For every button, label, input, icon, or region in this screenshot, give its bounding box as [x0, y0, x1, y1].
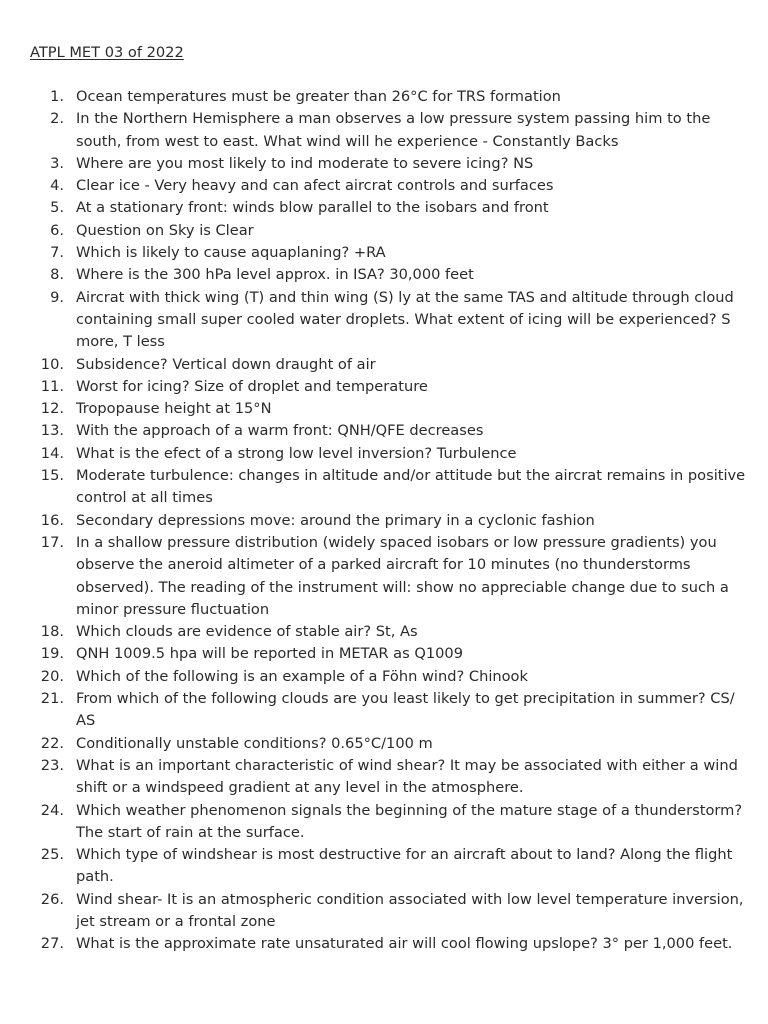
- item-text: Ocean temperatures must be greater than 26°C for TRS formation: [76, 88, 561, 105]
- item-number: 27.: [40, 935, 64, 953]
- item-text: Clear ice - Very heavy and can afect aircrat controls and surfaces: [76, 177, 554, 195]
- list-item: [0, 398, 768, 420]
- list-item: [0, 420, 768, 442]
- item-number: 22.: [40, 734, 64, 752]
- item-number: 13.: [40, 422, 64, 440]
- list-item: [0, 242, 768, 264]
- item-text: Which of the following is an example of a Föhn wind? Chinook: [76, 667, 528, 685]
- list-item: [0, 733, 768, 755]
- item-text: Secondary depressions move: around the primary in a cyclonic fashion: [76, 511, 595, 529]
- item-number: 11.: [40, 377, 64, 395]
- item-text: Which weather phenomenon signals the beginning of the mature stage of a thunderstorm? The start of rain at the surface.: [76, 801, 743, 841]
- list-item: [0, 86, 768, 108]
- item-text: What is an important characteristic of wind shear? It may be associated with either a wind shift or a windspeed gradient at any level in the atmosphere.: [76, 756, 738, 797]
- list-item: [0, 220, 768, 242]
- list-item: [0, 688, 768, 733]
- list-item: [0, 666, 768, 688]
- list-item: [0, 153, 768, 175]
- item-number: 6.: [50, 221, 64, 239]
- item-number: 18.: [40, 623, 64, 641]
- item-number: 7.: [50, 244, 64, 262]
- list-item: [0, 755, 768, 800]
- item-number: 4.: [50, 177, 64, 195]
- item-number: 25.: [40, 846, 64, 864]
- item-text: At a stationary front: winds blow parallel to the isobars and front: [76, 199, 549, 217]
- list-item: [0, 197, 768, 219]
- item-number: 20.: [40, 667, 64, 685]
- item-number: 9.: [50, 288, 64, 306]
- list-item: [0, 376, 768, 398]
- list-item: [0, 354, 768, 376]
- list-item: [0, 532, 768, 621]
- list-item: [0, 933, 768, 955]
- item-text: Which type of windshear is most destructive for an aircraft about to land? Along the flight path.: [76, 846, 733, 886]
- item-text: Aircrat with thick wing (T) and thin wing (S) ly at the same TAS and altitude through cloud containing small super cooled water droplets. What extent of icing will be experienced? S more, T less: [76, 288, 734, 351]
- item-text: From which of the following clouds are you least likely to get precipitation in summer? CS/ AS: [76, 690, 735, 730]
- list-item: [0, 643, 768, 665]
- list-item: [0, 108, 768, 153]
- item-number: 10.: [40, 355, 64, 373]
- list-item: [0, 443, 768, 465]
- document-title: ATPL MET 03 of 2022: [30, 44, 184, 61]
- item-text: Worst for icing? Size of droplet and temperature: [76, 377, 428, 395]
- item-number: 16.: [40, 511, 64, 529]
- list-item: [0, 465, 768, 510]
- item-text: Which is likely to cause aquaplaning? +RA: [76, 244, 386, 262]
- item-number: 21.: [40, 690, 64, 708]
- item-text: QNH 1009.5 hpa will be reported in METAR as Q1009: [76, 645, 463, 663]
- item-number: 15.: [40, 467, 64, 485]
- item-text: Tropopause height at 15°N: [76, 400, 272, 418]
- list-item: [0, 175, 768, 197]
- item-number: 14.: [40, 444, 64, 462]
- item-text: Conditionally unstable conditions? 0.65°C/100 m: [76, 734, 433, 752]
- question-list: [0, 86, 768, 956]
- list-item: [0, 844, 768, 889]
- item-number: 24.: [40, 801, 64, 819]
- item-number: 17.: [40, 533, 64, 551]
- item-text: Wind shear- It is an atmospheric condition associated with low level temperature inversion, jet stream or a frontal zone: [76, 890, 744, 930]
- item-text: Subsidence? Vertical down draught of air: [76, 355, 376, 373]
- list-item: [0, 264, 768, 286]
- item-number: 23.: [40, 756, 64, 774]
- item-number: 26.: [40, 890, 64, 908]
- list-item: [0, 510, 768, 532]
- item-number: 1.: [50, 88, 64, 105]
- item-number: 8.: [50, 266, 64, 284]
- item-text: Moderate turbulence: changes in altitude and/or attitude but the aircrat remains in positive control at all times: [76, 467, 746, 507]
- list-item: [0, 889, 768, 934]
- item-text: Where are you most likely to ind moderate to severe icing? NS: [76, 154, 534, 172]
- list-item: [0, 621, 768, 643]
- list-item: [0, 800, 768, 845]
- item-number: 12.: [40, 400, 64, 418]
- item-text: In a shallow pressure distribution (widely spaced isobars or low pressure gradients) you observe the aneroid altimeter of a parked aircraft for 10 minutes (no thunderstorms observed). The reading of the instrument will: show no appreciable change due to such a minor pressure fluctuation: [76, 533, 729, 618]
- item-text: What is the approximate rate unsaturated air will cool flowing upslope? 3° per 1,000 feet.: [76, 935, 733, 953]
- item-number: 5.: [50, 199, 64, 217]
- item-text: In the Northern Hemisphere a man observes a low pressure system passing him to the south, from west to east. What wind will he experience - Constantly Backs: [76, 110, 711, 150]
- item-text: Question on Sky is Clear: [76, 221, 254, 239]
- item-number: 2.: [50, 110, 64, 128]
- item-text: What is the efect of a strong low level inversion? Turbulence: [76, 444, 517, 462]
- item-text: Which clouds are evidence of stable air? St, As: [76, 623, 418, 641]
- item-text: Where is the 300 hPa level approx. in ISA? 30,000 feet: [76, 266, 474, 284]
- item-number: 19.: [40, 645, 64, 663]
- list-item: [0, 287, 768, 354]
- item-text: With the approach of a warm front: QNH/QFE decreases: [76, 422, 484, 440]
- item-number: 3.: [50, 154, 64, 172]
